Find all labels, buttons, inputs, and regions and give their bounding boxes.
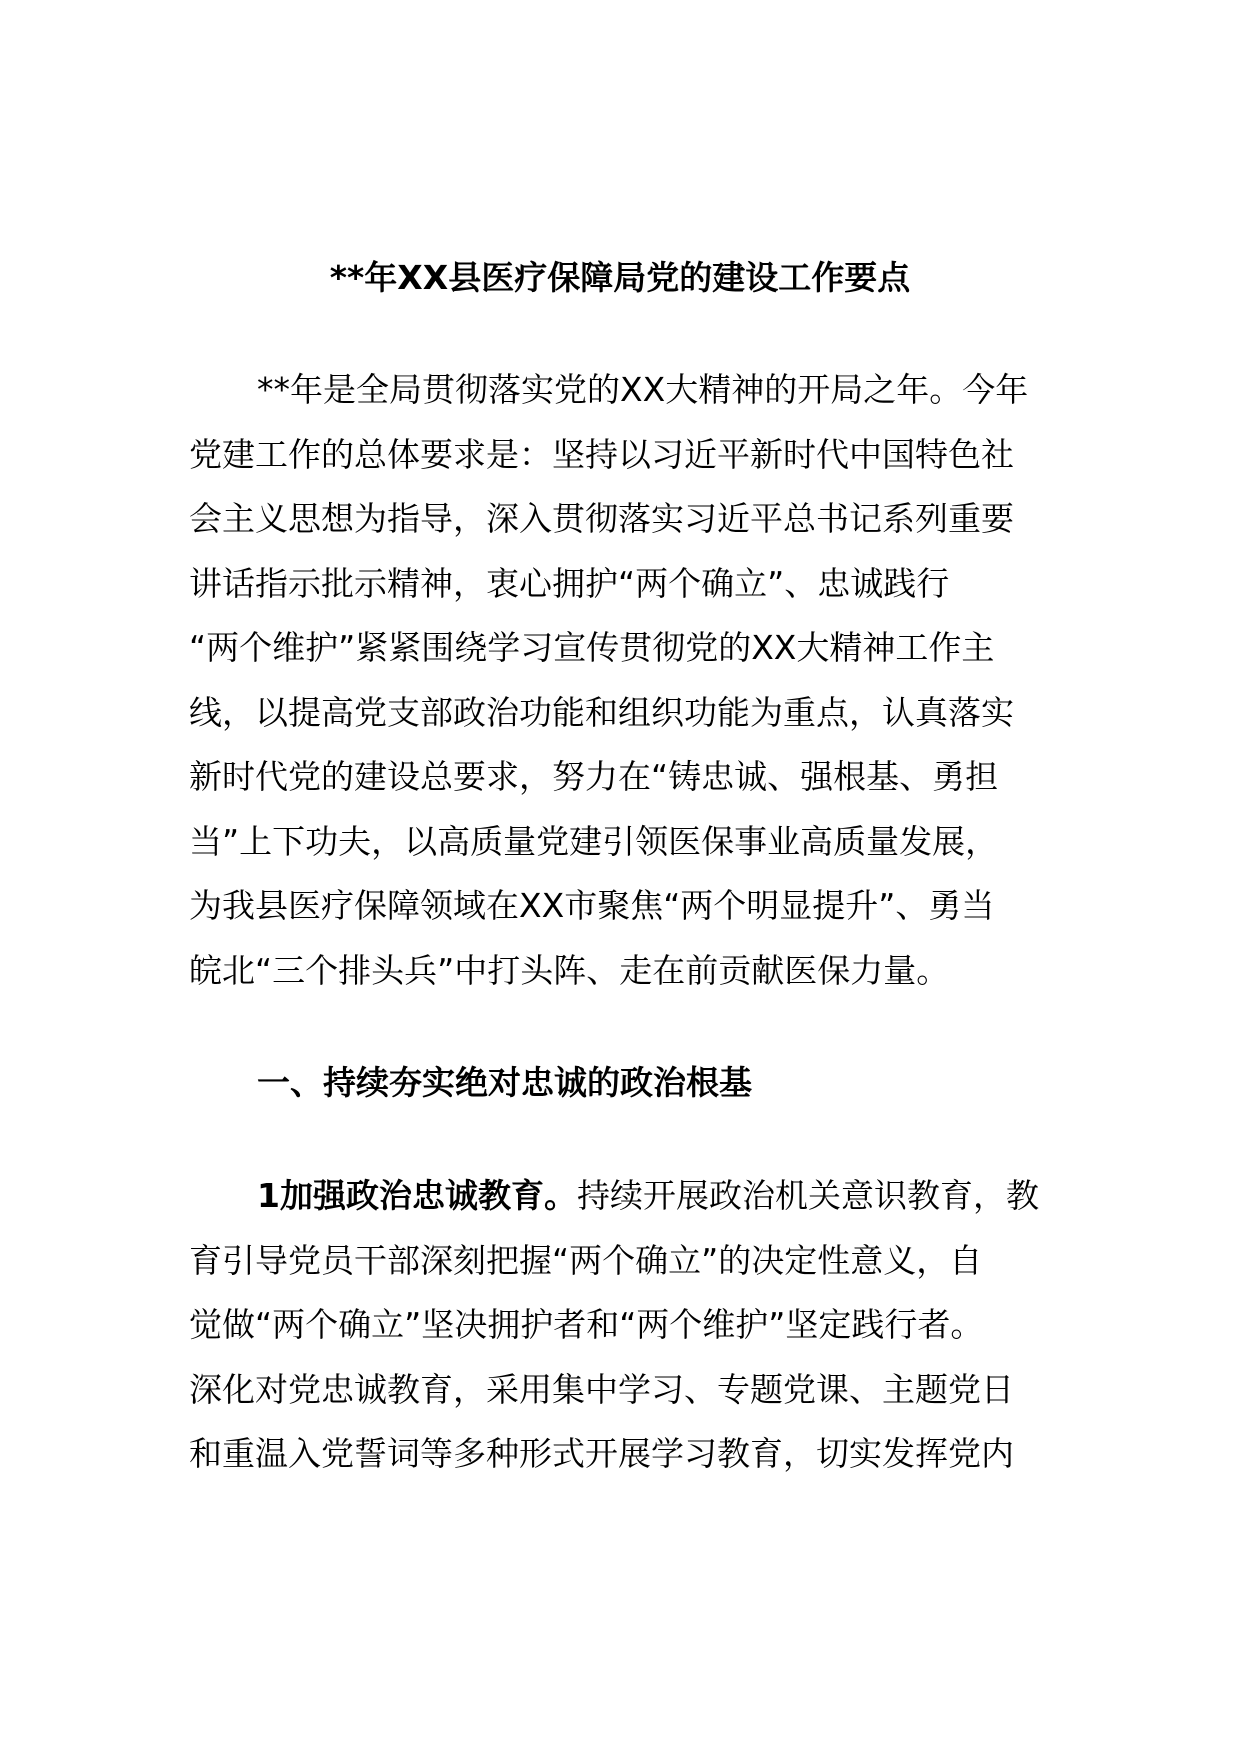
- paragraph-line: 新时代党的建设总要求，努力在“铸忠诚、强根基、勇担: [189, 757, 999, 796]
- intro-paragraph: [189, 358, 1059, 1003]
- paragraph-line: 为我县医疗保障领域在XX市聚焦“两个明显提升”、勇当: [189, 886, 995, 925]
- paragraph-line: 会主义思想为指导，深入贯彻落实习近平总书记系列重要: [189, 499, 1014, 538]
- paragraph-line: 讲话指示批示精神，衷心拥护“两个确立”、忠诚践行: [189, 563, 950, 603]
- paragraph-line: **年是全局贯彻落实党的XX大精神的开局之年。今年: [257, 370, 1029, 409]
- document-title: **年XX县医疗保障局党的建设工作要点: [329, 258, 911, 297]
- paragraph-line: 觉做“两个确立”坚决拥护者和“两个维护”坚定践行者。: [189, 1305, 984, 1344]
- paragraph-line: 当”上下功夫，以高质量党建引领医保事业高质量发展，: [189, 821, 999, 861]
- section-1-paragraph: [189, 1164, 1059, 1487]
- paragraph-line: 党建工作的总体要求是：坚持以习近平新时代中国特色社: [189, 434, 1014, 474]
- section-heading: 一、持续夯实绝对忠诚的政治根基: [257, 1063, 752, 1102]
- paragraph-line: 皖北“三个排头兵”中打头阵、走在前贡献医保力量。: [189, 950, 950, 990]
- item-label: 1加强政治忠诚教育。: [257, 1176, 577, 1215]
- item-text: 持续开展政治机关意识教育，教: [576, 1176, 1039, 1215]
- paragraph-line: [189, 1164, 1059, 1229]
- paragraph-line: 和重温入党誓词等多种形式开展学习教育，切实发挥党内: [189, 1434, 1014, 1473]
- paragraph-line: 深化对党忠诚教育，采用集中学习、专题党课、主题党日: [189, 1369, 1014, 1409]
- paragraph-line: 线，以提高党支部政治功能和组织功能为重点，认真落实: [189, 692, 1014, 732]
- paragraph-line: 育引导党员干部深刻把握“两个确立”的决定性意义，自: [189, 1240, 983, 1280]
- paragraph-line: “两个维护”紧紧围绕学习宣传贯彻党的XX大精神工作主: [189, 628, 995, 667]
